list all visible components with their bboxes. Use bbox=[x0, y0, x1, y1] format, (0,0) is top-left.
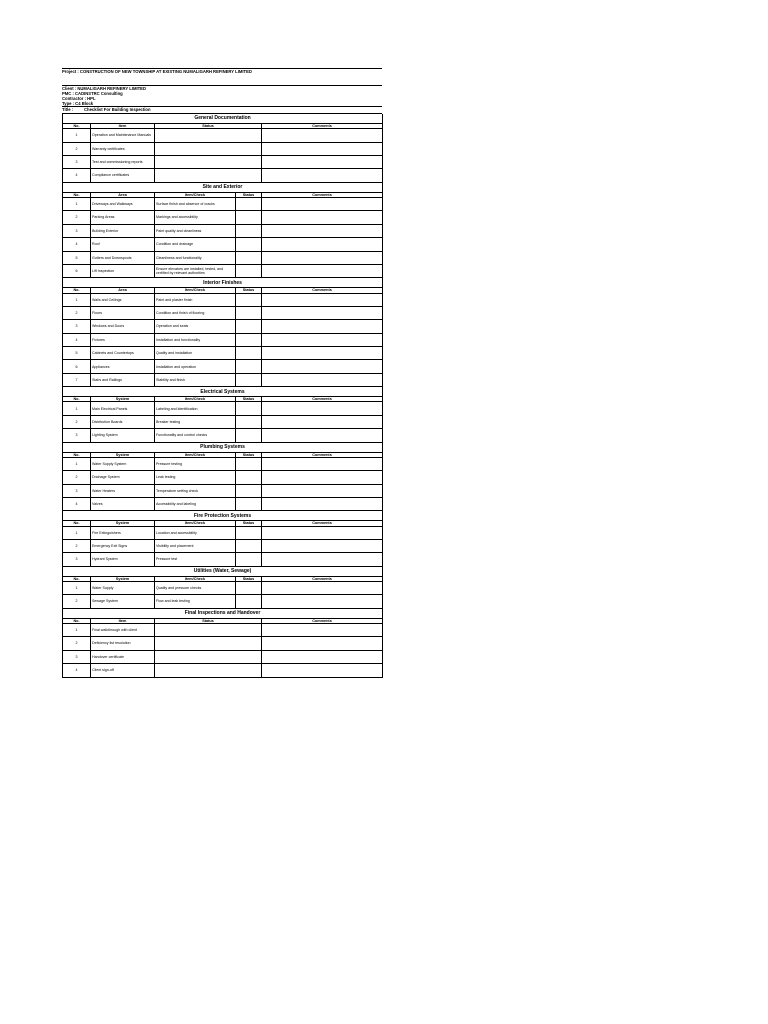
row-item: Paint and plaster finish bbox=[155, 293, 236, 306]
row-number: 3 bbox=[63, 484, 91, 497]
comments-cell[interactable] bbox=[262, 211, 383, 224]
column-header: Item/Check bbox=[155, 452, 236, 457]
row-number: 3 bbox=[63, 155, 91, 168]
comments-cell[interactable] bbox=[262, 238, 383, 251]
section-title: Plumbing Systems bbox=[63, 443, 383, 453]
comments-cell[interactable] bbox=[262, 197, 383, 210]
section-table bbox=[62, 609, 383, 678]
row-item: Location and accessibility bbox=[155, 526, 236, 539]
row-item: Surface finish and absence of cracks bbox=[155, 197, 236, 210]
table-row bbox=[63, 197, 383, 210]
row-item: Cleanliness and functionality bbox=[155, 251, 236, 264]
status-cell[interactable] bbox=[236, 251, 262, 264]
row-number: 3 bbox=[63, 553, 91, 566]
table-row bbox=[63, 320, 383, 333]
title-value: Checklist For Building Inspection bbox=[84, 107, 151, 112]
row-number: 5 bbox=[63, 251, 91, 264]
row-item: Operation and seals bbox=[155, 320, 236, 333]
column-header: System bbox=[91, 397, 155, 402]
table-row bbox=[63, 637, 383, 650]
section-title: Electrical Systems bbox=[63, 387, 383, 397]
column-header: Comments bbox=[262, 618, 383, 623]
row-number: 2 bbox=[63, 415, 91, 428]
row-area: Water Supply bbox=[91, 581, 155, 594]
row-number: 3 bbox=[63, 429, 91, 442]
row-area: Lift Inspection bbox=[91, 264, 155, 277]
column-header: Status bbox=[236, 397, 262, 402]
status-cell[interactable] bbox=[236, 347, 262, 360]
row-item: Visibility and placement bbox=[155, 539, 236, 552]
comments-cell[interactable] bbox=[262, 129, 383, 142]
comments-cell[interactable] bbox=[262, 664, 383, 677]
table-row bbox=[63, 306, 383, 319]
section-table bbox=[62, 114, 383, 183]
table-row bbox=[63, 347, 383, 360]
column-header: No. bbox=[63, 521, 91, 526]
row-item: Deficiency list resolution bbox=[91, 637, 155, 650]
row-number: 1 bbox=[63, 526, 91, 539]
row-number: 4 bbox=[63, 664, 91, 677]
table-row bbox=[63, 224, 383, 237]
column-header: Item/Check bbox=[155, 576, 236, 581]
row-area: Walls and Ceilings bbox=[91, 293, 155, 306]
column-header: No. bbox=[63, 124, 91, 129]
comments-cell[interactable] bbox=[262, 471, 383, 484]
table-row bbox=[63, 360, 383, 373]
row-area: Hydrant System bbox=[91, 553, 155, 566]
status-cell[interactable] bbox=[236, 402, 262, 415]
comments-cell[interactable] bbox=[262, 595, 383, 608]
comments-cell[interactable] bbox=[262, 251, 383, 264]
column-header: No. bbox=[63, 288, 91, 293]
section-table bbox=[62, 443, 383, 512]
row-item: Handover certificate bbox=[91, 650, 155, 663]
table-row bbox=[63, 484, 383, 497]
column-header: Comments bbox=[262, 288, 383, 293]
row-area: Stairs and Railings bbox=[91, 373, 155, 386]
status-cell[interactable] bbox=[236, 306, 262, 319]
comments-cell[interactable] bbox=[262, 347, 383, 360]
status-cell[interactable] bbox=[236, 553, 262, 566]
table-row bbox=[63, 457, 383, 470]
status-cell[interactable] bbox=[155, 650, 262, 663]
row-item: Test and commissioning reports bbox=[91, 155, 155, 168]
section-title: Fire Protection Systems bbox=[63, 511, 383, 521]
row-area: Distribution Boards bbox=[91, 415, 155, 428]
comments-cell[interactable] bbox=[262, 142, 383, 155]
section-title: Interior Finishes bbox=[63, 278, 383, 288]
status-cell[interactable] bbox=[236, 526, 262, 539]
comments-cell[interactable] bbox=[262, 169, 383, 182]
section-table bbox=[62, 278, 383, 387]
table-row bbox=[63, 526, 383, 539]
table-row bbox=[63, 581, 383, 594]
section-title: Final Inspections and Handover bbox=[63, 609, 383, 619]
row-item: Markings and accessibility bbox=[155, 211, 236, 224]
status-cell[interactable] bbox=[236, 539, 262, 552]
row-item: Accessibility and labeling bbox=[155, 498, 236, 511]
comments-cell[interactable] bbox=[262, 333, 383, 346]
row-area: Main Electrical Panels bbox=[91, 402, 155, 415]
status-cell[interactable] bbox=[236, 415, 262, 428]
table-row bbox=[63, 129, 383, 142]
table-row bbox=[63, 429, 383, 442]
status-cell[interactable] bbox=[236, 457, 262, 470]
table-row bbox=[63, 595, 383, 608]
column-header: Comments bbox=[262, 452, 383, 457]
row-number: 4 bbox=[63, 333, 91, 346]
row-number: 1 bbox=[63, 129, 91, 142]
row-number: 2 bbox=[63, 471, 91, 484]
column-header: Area bbox=[91, 288, 155, 293]
row-number: 7 bbox=[63, 373, 91, 386]
status-cell[interactable] bbox=[236, 581, 262, 594]
table-row bbox=[63, 415, 383, 428]
row-number: 2 bbox=[63, 142, 91, 155]
row-item: Pressure test bbox=[155, 553, 236, 566]
row-item: Operation and Maintenance Manuals bbox=[91, 129, 155, 142]
row-number: 1 bbox=[63, 197, 91, 210]
project-line: Project : CONSTRUCTION OF NEW TOWNSHIP AT EXISTING NUMALIGARH REFINERY LIMITED bbox=[62, 68, 382, 74]
column-header: No. bbox=[63, 576, 91, 581]
row-number: 1 bbox=[63, 402, 91, 415]
section-title: Utilities (Water, Sewage) bbox=[63, 567, 383, 577]
table-row bbox=[63, 373, 383, 386]
column-header: No. bbox=[63, 192, 91, 197]
row-area: Water Heaters bbox=[91, 484, 155, 497]
comments-cell[interactable] bbox=[262, 650, 383, 663]
row-number: 3 bbox=[63, 320, 91, 333]
status-cell[interactable] bbox=[155, 155, 262, 168]
table-row bbox=[63, 623, 383, 636]
comments-cell[interactable] bbox=[262, 637, 383, 650]
row-item: Ensure elevators are installed, tested, and certified by relevant authorities bbox=[155, 264, 236, 277]
comments-cell[interactable] bbox=[262, 484, 383, 497]
row-area: Building Exterior bbox=[91, 224, 155, 237]
client-line: Client : NUMALIGARH REFINERY LIMITED bbox=[62, 86, 146, 91]
row-item: Functionality and control checks bbox=[155, 429, 236, 442]
row-area: Sewage System bbox=[91, 595, 155, 608]
status-cell[interactable] bbox=[236, 471, 262, 484]
row-item: Paint quality and cleanliness bbox=[155, 224, 236, 237]
status-cell[interactable] bbox=[236, 484, 262, 497]
table-row bbox=[63, 498, 383, 511]
table-row bbox=[63, 539, 383, 552]
row-number: 2 bbox=[63, 211, 91, 224]
row-number: 6 bbox=[63, 264, 91, 277]
row-item: Leak testing bbox=[155, 471, 236, 484]
column-header: Item/Check bbox=[155, 192, 236, 197]
row-area: Valves bbox=[91, 498, 155, 511]
status-cell[interactable] bbox=[155, 169, 262, 182]
column-header: Comments bbox=[262, 124, 383, 129]
table-row bbox=[63, 169, 383, 182]
row-area: Lighting System bbox=[91, 429, 155, 442]
column-header: Item bbox=[91, 618, 155, 623]
row-item: Quality and installation bbox=[155, 347, 236, 360]
row-number: 4 bbox=[63, 498, 91, 511]
column-header: Comments bbox=[262, 521, 383, 526]
row-item: Temperature setting check bbox=[155, 484, 236, 497]
status-cell[interactable] bbox=[236, 595, 262, 608]
section-table bbox=[62, 511, 383, 566]
row-item: Final walkthrough with client bbox=[91, 623, 155, 636]
comments-cell[interactable] bbox=[262, 306, 383, 319]
comments-cell[interactable] bbox=[262, 539, 383, 552]
comments-cell[interactable] bbox=[262, 526, 383, 539]
row-area: Fire Extinguishers bbox=[91, 526, 155, 539]
row-number: 4 bbox=[63, 169, 91, 182]
status-cell[interactable] bbox=[236, 429, 262, 442]
column-header: Status bbox=[236, 576, 262, 581]
section-table bbox=[62, 183, 383, 279]
row-item: Pressure testing bbox=[155, 457, 236, 470]
column-header: No. bbox=[63, 618, 91, 623]
column-header: System bbox=[91, 452, 155, 457]
column-header: No. bbox=[63, 452, 91, 457]
column-header: Status bbox=[155, 124, 262, 129]
status-cell[interactable] bbox=[155, 129, 262, 142]
comments-cell[interactable] bbox=[262, 429, 383, 442]
column-header: Status bbox=[236, 288, 262, 293]
row-number: 2 bbox=[63, 637, 91, 650]
table-row bbox=[63, 333, 383, 346]
status-cell[interactable] bbox=[236, 224, 262, 237]
status-cell[interactable] bbox=[236, 373, 262, 386]
section-title: Site and Exterior bbox=[63, 183, 383, 193]
status-cell[interactable] bbox=[236, 238, 262, 251]
contractor-line: Contractor : HPL bbox=[62, 96, 96, 101]
status-cell[interactable] bbox=[236, 197, 262, 210]
row-item: Quality and pressure checks bbox=[155, 581, 236, 594]
row-number: 2 bbox=[63, 595, 91, 608]
row-area: Gutters and Downspouts bbox=[91, 251, 155, 264]
column-header: Status bbox=[236, 521, 262, 526]
table-row bbox=[63, 251, 383, 264]
status-cell[interactable] bbox=[236, 293, 262, 306]
status-cell[interactable] bbox=[236, 333, 262, 346]
column-header: Item/Check bbox=[155, 397, 236, 402]
row-area: Emergency Exit Signs bbox=[91, 539, 155, 552]
column-header: System bbox=[91, 521, 155, 526]
row-item: Client sign-off bbox=[91, 664, 155, 677]
row-item: Installation and functionality bbox=[155, 333, 236, 346]
status-cell[interactable] bbox=[236, 264, 262, 277]
section-table bbox=[62, 387, 383, 442]
table-row bbox=[63, 650, 383, 663]
comments-cell[interactable] bbox=[262, 224, 383, 237]
comments-cell[interactable] bbox=[262, 498, 383, 511]
comments-cell[interactable] bbox=[262, 155, 383, 168]
title-colon: : bbox=[72, 107, 74, 112]
comments-cell[interactable] bbox=[262, 320, 383, 333]
row-area: Appliances bbox=[91, 360, 155, 373]
comments-cell[interactable] bbox=[262, 402, 383, 415]
comments-cell[interactable] bbox=[262, 373, 383, 386]
column-header: Comments bbox=[262, 192, 383, 197]
comments-cell[interactable] bbox=[262, 553, 383, 566]
row-area: Cabinets and Countertops bbox=[91, 347, 155, 360]
row-number: 1 bbox=[63, 293, 91, 306]
column-header: Item bbox=[91, 124, 155, 129]
column-header: Area bbox=[91, 192, 155, 197]
row-number: 4 bbox=[63, 238, 91, 251]
table-row bbox=[63, 471, 383, 484]
row-item: Compliance certificates bbox=[91, 169, 155, 182]
title-line bbox=[62, 106, 382, 114]
row-number: 2 bbox=[63, 539, 91, 552]
row-area: Windows and Doors bbox=[91, 320, 155, 333]
column-header: No. bbox=[63, 397, 91, 402]
comments-cell[interactable] bbox=[262, 457, 383, 470]
comments-cell[interactable] bbox=[262, 581, 383, 594]
column-header: Item/Check bbox=[155, 288, 236, 293]
row-area: Drainage System bbox=[91, 471, 155, 484]
table-row bbox=[63, 238, 383, 251]
comments-cell[interactable] bbox=[262, 360, 383, 373]
row-area: Parking Areas bbox=[91, 211, 155, 224]
row-item: Installation and operation bbox=[155, 360, 236, 373]
row-item: Condition and drainage bbox=[155, 238, 236, 251]
row-area: Driveways and Walkways bbox=[91, 197, 155, 210]
comments-cell[interactable] bbox=[262, 623, 383, 636]
status-cell[interactable] bbox=[155, 142, 262, 155]
row-area: Water Supply System bbox=[91, 457, 155, 470]
column-header: Item/Check bbox=[155, 521, 236, 526]
row-number: 5 bbox=[63, 347, 91, 360]
status-cell[interactable] bbox=[155, 623, 262, 636]
column-header: System bbox=[91, 576, 155, 581]
column-header: Status bbox=[236, 452, 262, 457]
title-label: Title bbox=[62, 107, 71, 112]
column-header: Status bbox=[236, 192, 262, 197]
row-number: 2 bbox=[63, 306, 91, 319]
row-area: Roof bbox=[91, 238, 155, 251]
status-cell[interactable] bbox=[155, 664, 262, 677]
row-number: 1 bbox=[63, 581, 91, 594]
column-header: Comments bbox=[262, 397, 383, 402]
table-row bbox=[63, 264, 383, 277]
row-item: Breaker testing bbox=[155, 415, 236, 428]
row-number: 1 bbox=[63, 457, 91, 470]
column-header: Comments bbox=[262, 576, 383, 581]
status-cell[interactable] bbox=[236, 320, 262, 333]
pmc-line: PMC : CADINSTRC Consulting bbox=[62, 91, 123, 96]
column-header: Status bbox=[155, 618, 262, 623]
table-row bbox=[63, 142, 383, 155]
status-cell[interactable] bbox=[236, 498, 262, 511]
row-item: Warranty certificates bbox=[91, 142, 155, 155]
checklist-sections bbox=[62, 114, 382, 678]
table-row bbox=[63, 211, 383, 224]
table-row bbox=[63, 293, 383, 306]
row-number: 3 bbox=[63, 650, 91, 663]
table-row bbox=[63, 553, 383, 566]
row-item: Flow and leak testing bbox=[155, 595, 236, 608]
checklist-sheet bbox=[62, 68, 382, 678]
section-table bbox=[62, 567, 383, 609]
row-item: Stability and finish bbox=[155, 373, 236, 386]
table-row bbox=[63, 155, 383, 168]
status-cell[interactable] bbox=[236, 360, 262, 373]
table-row bbox=[63, 664, 383, 677]
row-item: Condition and finish of flooring bbox=[155, 306, 236, 319]
comments-cell[interactable] bbox=[262, 415, 383, 428]
status-cell[interactable] bbox=[155, 637, 262, 650]
status-cell[interactable] bbox=[236, 211, 262, 224]
section-title: General Documentation bbox=[63, 114, 383, 124]
type-line: Type : C4 Block bbox=[62, 101, 94, 106]
row-number: 3 bbox=[63, 224, 91, 237]
row-number: 1 bbox=[63, 623, 91, 636]
row-area: Floors bbox=[91, 306, 155, 319]
comments-cell[interactable] bbox=[262, 293, 383, 306]
comments-cell[interactable] bbox=[262, 264, 383, 277]
row-area: Fixtures bbox=[91, 333, 155, 346]
row-item: Labeling and identification bbox=[155, 402, 236, 415]
table-row bbox=[63, 402, 383, 415]
row-number: 6 bbox=[63, 360, 91, 373]
